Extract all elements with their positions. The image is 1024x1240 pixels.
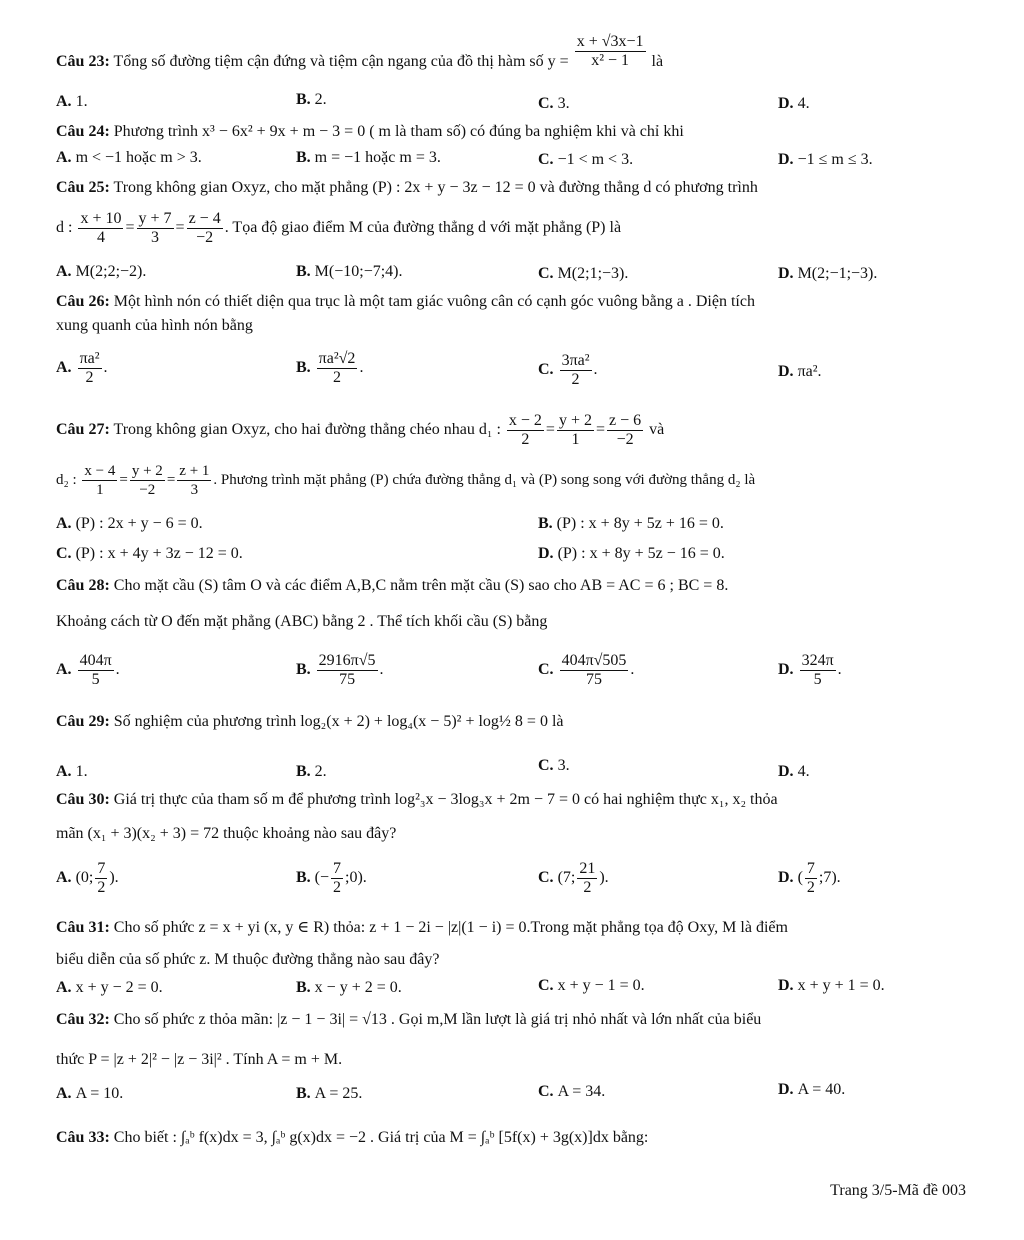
answer-text: A = 34. [557, 1083, 606, 1100]
answer-text: (P) : 2x + y − 6 = 0. [75, 515, 203, 532]
answer-text: x − y + 2 = 0. [314, 979, 402, 996]
answer-c: C. $\frac{404\pi√505}{75}$ . [538, 652, 635, 688]
answer-key: D. [778, 661, 794, 679]
answer-a [56, 514, 203, 534]
fraction-numerator: 7 [333, 860, 342, 877]
answer-key: D. [778, 1081, 794, 1098]
answer-key: B. [296, 149, 311, 166]
fraction-denominator: 2 [85, 369, 94, 386]
answer-key: C. [538, 869, 554, 887]
interval-open: ( [797, 869, 803, 887]
question-33 [56, 1128, 984, 1148]
question-text: Cho số phức z = x + yi (x, y ∈ R) thỏa: z + 1 − 2i − |z|(1 − i) = 0.Trong mặt phẳng tọa độ Oxy, M là điểm [109, 919, 788, 936]
d2-prefix: d₂ : [56, 471, 77, 488]
equation-fraction [187, 210, 223, 247]
question-text: Tổng số đường tiệm cận đứng và tiệm cận ngang của đồ thị hàm số [109, 53, 548, 70]
answer-key: B. [296, 359, 311, 377]
answer-d [778, 976, 885, 996]
answer-text: 4. [797, 763, 810, 780]
fraction-numerator: z + 1 [179, 463, 210, 479]
answer-d [778, 762, 810, 782]
answer-text: 2. [314, 91, 327, 108]
answer-key: A. [56, 263, 72, 280]
answer-key: C. [538, 977, 554, 994]
fraction-denominator: 2 [333, 369, 342, 386]
answer-text: A = 25. [314, 1085, 363, 1102]
answer-b: B. $\frac{2916\pi√5}{75}$ . [296, 652, 384, 688]
page-footer: Trang 3/5-Mã đề 003 [830, 1182, 966, 1199]
fraction-denominator: 3 [190, 482, 199, 498]
question-25 [56, 178, 984, 198]
question-31-cont: biểu diễn của số phức z. M thuộc đường thẳng nào sau đây? [56, 951, 440, 968]
answer-b: B. $\frac{\text{πa²√2}}{2}$ . [296, 350, 364, 386]
answer-key: C. [538, 95, 554, 112]
answer-key: B. [538, 515, 553, 532]
question-label: Câu 23: [56, 53, 110, 70]
answer-c: C. $\frac{\text{3πa²}}{2}$ . [538, 352, 598, 388]
answer-key: C. [538, 1083, 554, 1100]
answer-fraction [78, 350, 102, 387]
fraction-numerator: 3πa² [561, 352, 590, 369]
function-lhs: y = [547, 53, 569, 70]
fraction-numerator: 21 [579, 860, 596, 877]
interval-close: ). [109, 869, 119, 887]
fraction-numerator: y + 2 [558, 412, 592, 429]
fraction-numerator: x + 10 [80, 210, 122, 227]
equation-prefix: d : [56, 219, 73, 237]
d2-fraction [130, 462, 165, 499]
answer-b [296, 860, 367, 897]
question-text: Một hình nón có thiết diện qua trục là một tam giác vuông cân có cạnh góc vuông bằng a . Diện tích [109, 293, 755, 310]
question-label: Câu 25: [56, 179, 110, 196]
answer-text: m < −1 hoặc m > 3. [75, 149, 202, 166]
answer-key: D. [778, 869, 794, 887]
answer-text: M(2;−1;−3). [797, 265, 878, 282]
answer-fraction [317, 652, 378, 689]
answer-key: D. [778, 151, 794, 168]
answer-text: 1. [75, 93, 88, 110]
answer-c [538, 150, 633, 170]
answer-text: −1 ≤ m ≤ 3. [797, 151, 873, 168]
answer-text: (P) : x + 8y + 5z + 16 = 0. [556, 515, 724, 532]
question-label: Câu 29: [56, 713, 110, 730]
fraction-numerator: 404π√505 [561, 652, 627, 669]
question-label: Câu 32: [56, 1011, 110, 1028]
answer-fraction [95, 860, 107, 897]
answer-a [56, 762, 88, 782]
answer-fraction [78, 652, 114, 689]
question-28-cont: Khoảng cách từ O đến mặt phẳng (ABC) bằng 2 . Thể tích khối cầu (S) bằng [56, 613, 548, 630]
question-text: Cho mặt cầu (S) tâm O và các điểm A,B,C nằm trên mặt cầu (S) sao cho AB = AC = 6 ; BC = 8. [109, 577, 729, 594]
answer-key: A. [56, 869, 72, 887]
answer-fraction [331, 860, 343, 897]
answer-a: A. $\frac{404\pi}{5}$ . [56, 652, 120, 688]
answer-key: C. [538, 661, 554, 679]
answer-fraction [560, 652, 629, 689]
interval-close: ). [599, 869, 609, 887]
answer-c [538, 756, 570, 776]
interval-open: (7; [557, 869, 576, 887]
fraction-numerator: 7 [97, 860, 106, 877]
question-text: Phương trình x³ − 6x² + 9x + m − 3 = 0 ( m là tham số) có đúng ba nghiệm khi và chỉ khi [109, 123, 684, 140]
question-text: Trong không gian Oxyz, cho hai đường thẳng chéo nhau d₁ : [109, 421, 501, 439]
fraction-denominator: 2 [583, 879, 592, 896]
question-text: Cho số phức z thỏa mãn: |z − 1 − 3i| = √13 . Gọi m,M lần lượt là giá trị nhỏ nhất và lớn nhất của biểu [109, 1011, 762, 1028]
answer-c [538, 94, 570, 114]
answer-text: x + y − 2 = 0. [75, 979, 163, 996]
question-label: Câu 33: [56, 1129, 110, 1146]
answer-key: B. [296, 263, 311, 280]
answer-key: A. [56, 661, 72, 679]
answer-b [538, 514, 724, 534]
answer-d [778, 150, 873, 170]
question-23 [56, 32, 984, 72]
question-label: Câu 30: [56, 791, 110, 808]
question-32-cont: thức P = |z + 2|² − |z − 3i|² . Tính A = m + M. [56, 1051, 343, 1068]
question-label: Câu 28: [56, 577, 110, 594]
answer-text: m = −1 hoặc m = 3. [314, 149, 441, 166]
answer-text: 1. [75, 763, 88, 780]
answer-text: −1 < m < 3. [557, 151, 634, 168]
answer-fraction [317, 350, 358, 387]
fraction-denominator: 75 [585, 671, 602, 688]
fraction-denominator: −2 [196, 229, 214, 246]
answer-text: 4. [797, 95, 810, 112]
answer-c [538, 264, 628, 284]
answer-a [56, 148, 202, 168]
equation-fraction [78, 210, 123, 247]
answer-c [538, 1082, 605, 1102]
answer-key: D. [538, 545, 554, 562]
function-fraction [575, 33, 646, 70]
answer-text: M(2;1;−3). [557, 265, 629, 282]
answer-key: A. [56, 979, 72, 996]
fraction-numerator: 404π [79, 652, 112, 669]
interval-open: (− [314, 869, 330, 887]
answer-text: 2. [314, 763, 327, 780]
fraction-numerator: x − 2 [508, 412, 542, 429]
answer-b [296, 262, 403, 282]
answer-text: A = 10. [75, 1085, 124, 1102]
fraction-numerator: x + √3x−1 [576, 32, 644, 50]
answer-text: x + y − 1 = 0. [557, 977, 645, 994]
answer-a [56, 978, 163, 998]
answer-text: 3. [557, 757, 570, 774]
answer-b [296, 978, 402, 998]
question-text: Số nghiệm của phương trình log₂(x + 2) + log₄(x − 5)² + log½ 8 = 0 là [109, 713, 564, 730]
question-26-cont: xung quanh của hình nón bằng [56, 317, 253, 334]
answer-key: B. [296, 979, 311, 996]
answer-key: A. [56, 515, 72, 532]
line-d2: d₂ : $\frac{x - 4}{1}$ = $\frac{y + 2}{-2}$ = $\frac{z + 1}{3}$ . Phương trình mặt phẳng (P) chứa đường thẳng d₁ và (P) song song với đường thẳng d₂ là [56, 463, 756, 498]
fraction-numerator: 324π [801, 652, 834, 669]
answer-key: D. [778, 95, 794, 112]
answer-a [56, 860, 119, 897]
question-label: Câu 27: [56, 421, 110, 439]
answer-a [56, 92, 88, 112]
question-31 [56, 918, 984, 938]
answer-fraction [560, 352, 592, 389]
answer-text: M(−10;−7;4). [314, 263, 403, 280]
d2-fraction [177, 462, 211, 499]
question-label: Câu 24: [56, 123, 110, 140]
answer-text: A = 40. [797, 1081, 846, 1098]
question-32 [56, 1010, 984, 1030]
fraction-numerator: x − 4 [84, 463, 116, 479]
fraction-numerator: πa²√2 [318, 350, 356, 367]
answer-d: D. $\frac{324\pi}{5}$ . [778, 652, 842, 688]
fraction-numerator: z − 6 [609, 412, 642, 429]
answer-key: C. [538, 757, 554, 774]
question-27: Câu 27: Trong không gian Oxyz, cho hai đường thẳng chéo nhau d₁ : $\frac{x - 2}{2}$ = $\frac{y + 2}{1}$ = $\frac{z - 6}{-2}$ và [56, 412, 665, 448]
question-24 [56, 122, 984, 142]
fraction-denominator: 2 [571, 371, 580, 388]
interval-close: ;0). [345, 869, 367, 887]
fraction-numerator: πa² [79, 350, 100, 367]
question-text: Trong không gian Oxyz, cho mặt phẳng (P) : 2x + y − 3z − 12 = 0 và đường thẳng d có phương trình [109, 179, 758, 196]
answer-d [538, 544, 725, 564]
fraction-numerator: 2916π√5 [318, 652, 376, 669]
answer-key: A. [56, 359, 72, 377]
answer-d [778, 1080, 845, 1100]
question-tail: và [645, 421, 665, 439]
answer-b [296, 148, 441, 168]
answer-key: C. [538, 361, 554, 379]
answer-key: D. [778, 763, 794, 780]
answer-key: B. [296, 763, 311, 780]
fraction-denominator: x² − 1 [591, 51, 630, 69]
question-30 [56, 790, 984, 810]
answer-key: A. [56, 149, 72, 166]
fraction-numerator: y + 7 [138, 210, 172, 227]
answer-text: 3. [557, 95, 570, 112]
answer-key: D. [778, 265, 794, 282]
answer-a [56, 262, 146, 282]
line-equation: d : $\frac{x + 10}{4}$ = $\frac{y + 7}{3}$ = $\frac{z - 4}{-2}$ . Tọa độ giao điểm M của đường thẳng d với mặt phẳng (P) là [56, 210, 622, 246]
d1-fraction [607, 412, 643, 449]
answer-key: C. [538, 151, 554, 168]
equation-fraction [137, 210, 174, 247]
answer-text: M(2;2;−2). [75, 263, 147, 280]
answer-key: A. [56, 93, 72, 110]
answer-text: πa². [797, 363, 822, 380]
question-text: Giá trị thực của tham số m để phương trình log²₃x − 3log₃x + 2m − 7 = 0 có hai nghiệm thực x₁, x₂ thỏa [109, 791, 778, 808]
answer-d [778, 264, 877, 284]
question-30-cont: mãn (x₁ + 3)(x₂ + 3) = 72 thuộc khoảng nào sau đây? [56, 825, 397, 842]
answer-b [296, 762, 327, 782]
answer-c [538, 976, 645, 996]
answer-key: A. [56, 763, 72, 780]
equation-suffix: . Tọa độ giao điểm M của đường thẳng d với mặt phẳng (P) là [224, 219, 622, 237]
fraction-denominator: 3 [151, 229, 160, 246]
answer-text: (P) : x + 8y + 5z − 16 = 0. [557, 545, 725, 562]
fraction-denominator: −2 [139, 482, 156, 498]
question-26 [56, 292, 984, 312]
answer-key: B. [296, 1085, 311, 1102]
fraction-denominator: 1 [571, 431, 580, 448]
answer-text: (P) : x + 4y + 3z − 12 = 0. [75, 545, 243, 562]
answer-key: C. [538, 265, 554, 282]
answer-b [296, 90, 327, 110]
fraction-numerator: z − 4 [188, 210, 221, 227]
answer-fraction [800, 652, 836, 689]
question-label: Câu 26: [56, 293, 110, 310]
question-text: Cho biết : ∫ₐᵇ f(x)dx = 3, ∫ₐᵇ g(x)dx = −2 . Giá trị của M = ∫ₐᵇ [5f(x) + 3g(x)]dx bằng: [109, 1129, 649, 1146]
answer-text: x + y + 1 = 0. [797, 977, 885, 994]
fraction-denominator: 5 [813, 671, 822, 688]
question-label: Câu 31: [56, 919, 110, 936]
answer-b [296, 1084, 362, 1104]
answer-d [778, 860, 841, 897]
answer-d [778, 362, 822, 382]
answer-fraction [805, 860, 817, 897]
answer-key: D. [778, 977, 794, 994]
fraction-denominator: 2 [806, 879, 815, 896]
fraction-denominator: 2 [97, 879, 106, 896]
interval-open: (0; [75, 869, 94, 887]
question-29 [56, 712, 984, 732]
interval-close: ;7). [818, 869, 841, 887]
fraction-denominator: −2 [616, 431, 634, 448]
question-tail: là [651, 53, 664, 70]
fraction-numerator: 7 [806, 860, 815, 877]
answer-c [538, 860, 609, 897]
answer-key: A. [56, 1085, 72, 1102]
answer-a: A. $\frac{\text{πa²}}{2}$ . [56, 350, 108, 386]
fraction-denominator: 4 [96, 229, 105, 246]
d1-fraction [557, 412, 594, 449]
fraction-denominator: 5 [91, 671, 100, 688]
d2-fraction [82, 462, 117, 499]
answer-key: C. [56, 545, 72, 562]
fraction-denominator: 2 [521, 431, 530, 448]
answer-c [56, 544, 243, 564]
answer-key: B. [296, 661, 311, 679]
fraction-denominator: 75 [339, 671, 356, 688]
fraction-denominator: 2 [333, 879, 342, 896]
question-28 [56, 576, 984, 596]
fraction-denominator: 1 [96, 482, 104, 498]
answer-key: B. [296, 91, 311, 108]
answer-fraction [577, 860, 597, 897]
d1-fraction [507, 412, 544, 449]
fraction-numerator: y + 2 [131, 463, 163, 479]
d2-suffix: . Phương trình mặt phẳng (P) chứa đường thẳng d₁ và (P) song song với đường thẳng d₂ là [213, 471, 756, 488]
answer-key: B. [296, 869, 311, 887]
answer-key: D. [778, 363, 794, 380]
answer-a [56, 1084, 123, 1104]
answer-d [778, 94, 810, 114]
